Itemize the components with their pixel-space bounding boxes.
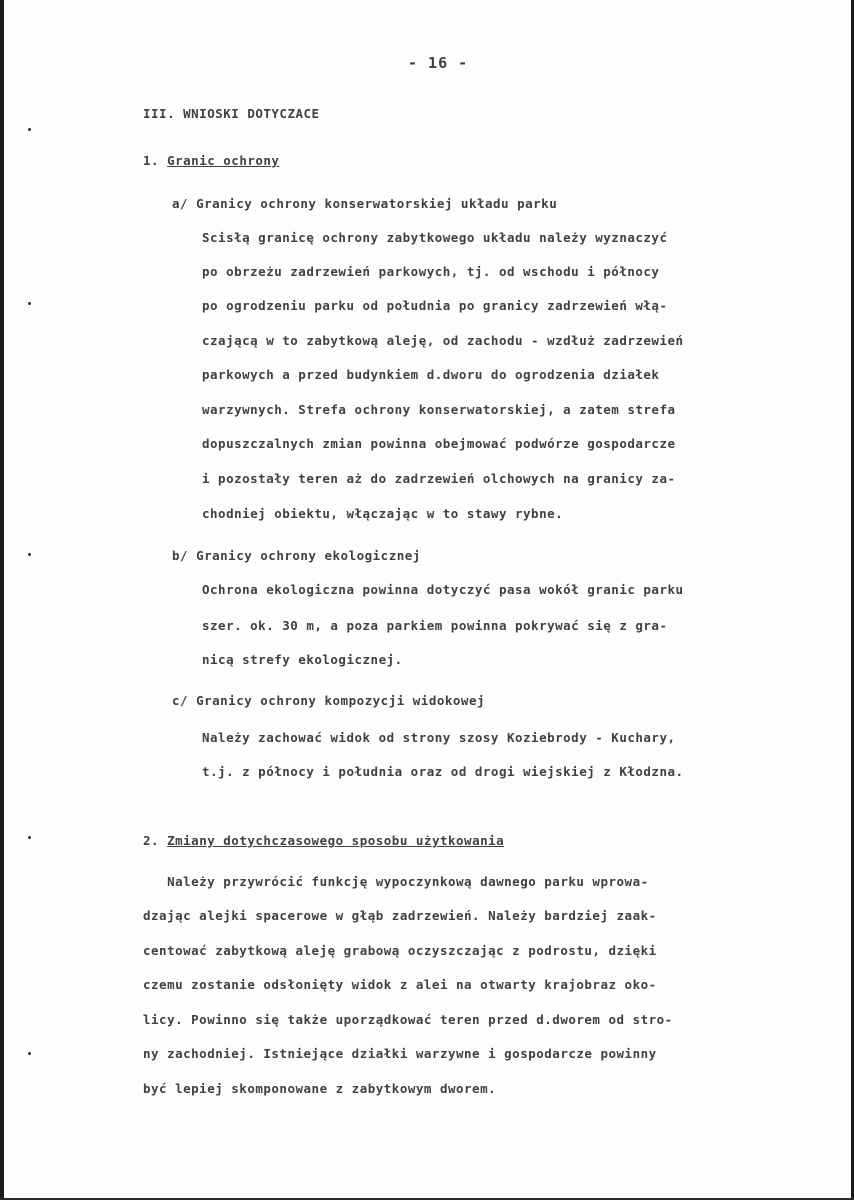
section-2-title bbox=[143, 833, 504, 849]
paragraph-line: czemu zostanie odsłonięty widok z alei na otwarty krajobraz oko- bbox=[143, 977, 657, 992]
paragraph-line: centować zabytkową aleję grabową oczyszczając z podrostu, dzięki bbox=[143, 943, 657, 958]
paragraph-line: być lepiej skomponowane z zabytkowym dworem. bbox=[143, 1081, 497, 1096]
section-1-number: 1. bbox=[143, 153, 160, 168]
subsection-c-title: c/ Granicy ochrony kompozycji widokowej bbox=[172, 693, 485, 708]
paragraph-line: i pozostały teren aż do zadrzewień olchowych na granicy za- bbox=[202, 471, 676, 486]
punch-hole-mark bbox=[28, 1052, 31, 1055]
punch-hole-mark bbox=[28, 302, 31, 305]
paragraph-line: licy. Powinno się także uporządkować teren przed d.dworem od stro- bbox=[143, 1012, 673, 1027]
paragraph-line: czającą w to zabytkową aleję, od zachodu - wzdłuż zadrzewień bbox=[202, 333, 684, 348]
paragraph-line: dopuszczalnych zmian powinna obejmować podwórze gospodarcze bbox=[202, 436, 676, 451]
paragraph-line: nicą strefy ekologicznej. bbox=[202, 652, 403, 667]
punch-hole-mark bbox=[28, 553, 31, 556]
section-1-title bbox=[143, 153, 279, 169]
scan-edge-left bbox=[0, 0, 4, 1200]
paragraph-line: po obrzeżu zadrzewień parkowych, tj. od wschodu i północy bbox=[202, 264, 660, 279]
paragraph-line: po ogrodzeniu parku od południa po granicy zadrzewień włą- bbox=[202, 298, 668, 313]
punch-hole-mark bbox=[28, 836, 31, 839]
page-number: - 16 - bbox=[408, 54, 469, 72]
section-2-title-text: Zmiany dotychczasowego sposobu użytkowania bbox=[167, 833, 505, 848]
paragraph-line: Należy zachować widok od strony szosy Koziebrody - Kuchary, bbox=[202, 730, 676, 745]
paragraph-line: t.j. z północy i południa oraz od drogi wiejskiej z Kłodzna. bbox=[202, 764, 684, 779]
paragraph-line: parkowych a przed budynkiem d.dworu do ogrodzenia działek bbox=[202, 367, 660, 382]
paragraph-line: ny zachodniej. Istniejące działki warzywne i gospodarcze powinny bbox=[143, 1046, 657, 1061]
subsection-a-title: a/ Granicy ochrony konserwatorskiej układu parku bbox=[172, 196, 558, 211]
paragraph-line: szer. ok. 30 m, a poza parkiem powinna pokrywać się z gra- bbox=[202, 618, 668, 633]
section-2-number: 2. bbox=[143, 833, 160, 848]
paragraph-line: warzywnych. Strefa ochrony konserwatorskiej, a zatem strefa bbox=[202, 402, 676, 417]
paragraph-line: chodniej obiektu, włączając w to stawy rybne. bbox=[202, 506, 564, 521]
paragraph-line: Scisłą granicę ochrony zabytkowego układu należy wyznaczyć bbox=[202, 230, 668, 245]
subsection-b-title: b/ Granicy ochrony ekologicznej bbox=[172, 548, 421, 563]
chapter-heading: III. WNIOSKI DOTYCZACE bbox=[143, 106, 320, 121]
paragraph-line: Należy przywrócić funkcję wypoczynkową dawnego parku wprowa- bbox=[143, 874, 649, 889]
punch-hole-mark bbox=[28, 128, 31, 131]
section-1-title-text: Granic ochrony bbox=[167, 153, 280, 168]
paragraph-line: dzając alejki spacerowe w głąb zadrzewień. Należy bardziej zaak- bbox=[143, 908, 657, 923]
paragraph-line: Ochrona ekologiczna powinna dotyczyć pasa wokół granic parku bbox=[202, 582, 684, 597]
